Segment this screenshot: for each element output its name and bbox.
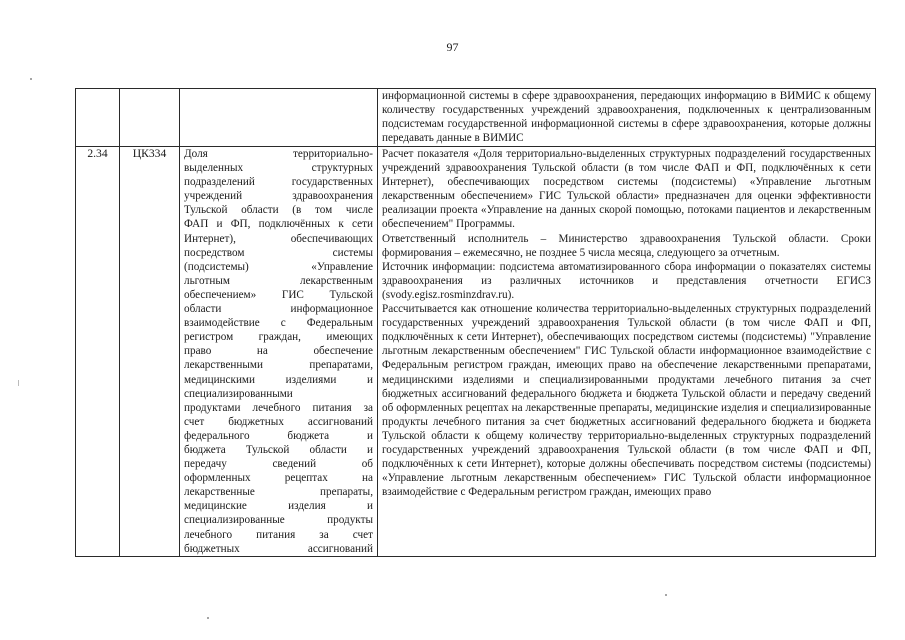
- indicator-name-line: медицинскими изделиями и: [184, 373, 373, 386]
- indicator-name-line: бюджета Тульской области и: [184, 443, 373, 456]
- indicator-name-line: ФАП и ФП, подключённых к сети: [184, 218, 373, 231]
- indicator-name-line: передачу сведений об: [184, 458, 373, 471]
- description-paragraph: Ответственный исполнитель – Министерство здравоохранения Тульской области. Сроки формирования – ежемесячно, не позднее 5 числа месяца, следующего за отчетным.: [382, 232, 871, 259]
- description-paragraph: Источник информации: подсистема автоматизированного сбора информации о показателях системы здравоохранения из различных источников и представления отчетности ЕГИСЗ (svody.egisz.rosminzdrav.ru).: [382, 260, 871, 301]
- cell-code: ЦК334: [120, 147, 180, 557]
- cell-description: информационной системы в сфере здравоохранения, передающих информацию в ВИМИС к общему количеству государственных учреждений здравоохранения, подключенных к централизованным подсистемам государственной информационной системы в сфере здравоохранения, которые должны передавать данные в ВИМИС: [378, 89, 876, 147]
- description-paragraph: Рассчитывается как отношение количества территориально-выделенных структурных подразделений государственных учреждений здравоохранения Тульской области (в том числе ФАП и ФП, подключённых к сети Интернет), обеспечивающих посредством системы (подсистемы) "Управление льготным лекарственным обеспечением" ГИС Тульской области информационное взаимодействие с Федеральным регистром граждан, имеющих право на обеспечение лекарственными препаратами, медицинскими изделиями и специализированными продуктами лечебного питания за счет бюджетных ассигнований федерального бюджета и бюджета Тульской области и передачу сведений об оформленных рецептах на лекарственные препараты, медицинские изделия и специализированные продукты лечебного питания за счет бюджетных ассигнований федерального бюджета и бюджета Тульской области к общему количеству территориально-выделенных структурных подразделений государственных учреждений здравоохранения Тульской области (в том числе ФАП и ФП, подключённых к сети Интернет), которые должны обеспечивать посредством системы (подсистемы) «Управление льготным лекарственным обеспечением» ГИС Тульской области информационное взаимодействие с Федеральным регистром граждан, имеющих право: [382, 303, 871, 499]
- indicator-name-line: Доля территориально-: [184, 148, 373, 160]
- table-row-continuation: [76, 89, 876, 147]
- scan-speck: [30, 78, 32, 80]
- indicator-name-line: лекарственными препаратами,: [184, 359, 373, 372]
- indicator-name-line: лекарственные препараты,: [184, 486, 373, 499]
- cell-code: [120, 89, 180, 147]
- indicator-name-line: области информационное: [184, 303, 373, 316]
- indicator-name-line: (подсистемы) «Управление: [184, 260, 373, 273]
- indicator-name-line: право на обеспечение: [184, 345, 373, 358]
- indicator-name: [184, 147, 373, 556]
- scan-speck: [665, 594, 667, 596]
- indicator-name-line: лечебного питания за счет: [184, 528, 373, 541]
- indicator-name-line: бюджетных ассигнований: [184, 542, 373, 555]
- indicator-name-line: Интернет), обеспечивающих: [184, 232, 373, 245]
- description-paragraph: Расчет показателя «Доля территориально-выделенных структурных подразделений государственных учреждений здравоохранения Тульской области (в том числе ФАП и ФП, подключённых к сети Интернет), обеспечивающих посредством системы (подсистемы) «Управление льготным лекарственным обеспечением» ГИС Тульской области» предназначен для оценки эффективности реализации проекта «Управление на данных скорой помощью, потоками пациентов и лекарственным обеспечением" Программы.: [382, 148, 871, 231]
- indicator-name-line: учреждений здравоохранения: [184, 190, 373, 203]
- indicator-name-line: подразделений государственных: [184, 176, 373, 189]
- cell-number: [76, 89, 120, 147]
- cell-name: [180, 89, 378, 147]
- indicator-table: [75, 88, 876, 557]
- scan-speck: [207, 617, 209, 619]
- description-paragraphs: [382, 147, 871, 499]
- indicator-name-line: обеспечением» ГИС Тульской: [184, 288, 373, 301]
- indicator-name-line: специализированными: [184, 387, 293, 400]
- indicator-name-line: Тульской области (в том числе: [184, 204, 373, 217]
- scan-speck: [18, 380, 19, 386]
- table-row-2-34: [76, 147, 876, 557]
- indicator-name-line: регистром граждан, имеющих: [184, 331, 373, 344]
- indicator-name-line: взаимодействие с Федеральным: [184, 317, 373, 330]
- page-number: 97: [446, 40, 459, 54]
- indicator-name-line: федерального бюджета и: [184, 429, 373, 442]
- indicator-name-line: счет бюджетных ассигнований: [184, 415, 373, 428]
- indicator-name-line: выделенных структурных: [184, 162, 373, 175]
- indicator-name-line: посредством системы: [184, 246, 373, 259]
- indicator-name-line: оформленных рецептах на: [184, 472, 373, 485]
- cell-description: [378, 147, 876, 557]
- cell-indicator-name: [180, 147, 378, 557]
- indicator-name-line: льготным лекарственным: [184, 274, 373, 287]
- indicator-name-line: специализированные продукты: [184, 514, 373, 527]
- cell-number: 2.34: [76, 147, 120, 557]
- indicator-name-line: медицинские изделия и: [184, 500, 373, 513]
- indicator-name-line: продуктами лечебного питания за: [184, 401, 373, 414]
